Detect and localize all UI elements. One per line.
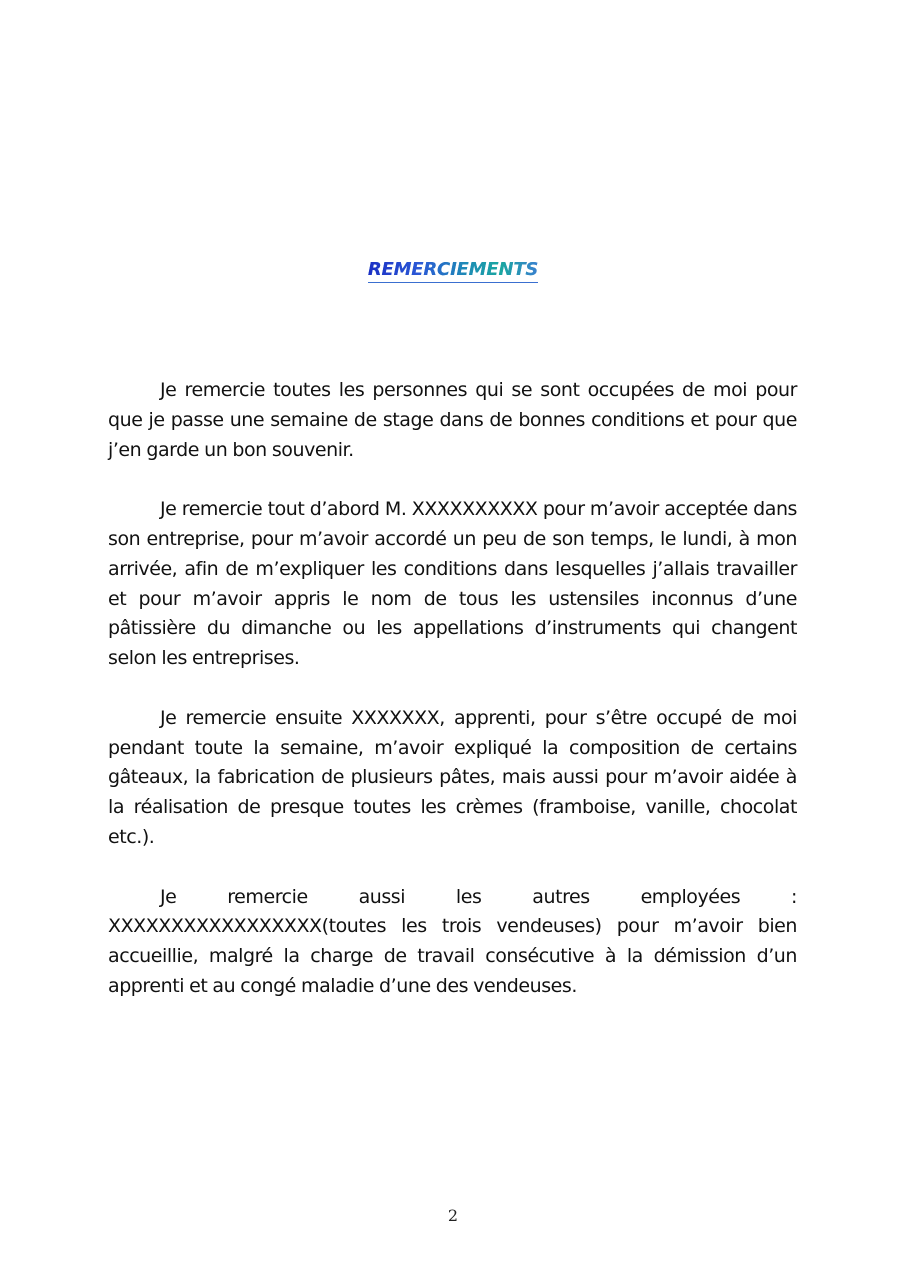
body-text	[108, 376, 797, 1032]
paragraph-4: Je remercie aussi les autres employées : XXXXXXXXXXXXXXXXX(toutes les trois vendeuses) pour m’avoir bien accueillie, malgré la charge de travail consécutive à la démission d’un apprenti et au congé maladie d’une des vendeuses.	[108, 885, 797, 997]
page-number: 2	[447, 1206, 459, 1225]
paragraph-3: Je remercie ensuite XXXXXXX, apprenti, pour s’être occupé de moi pendant toute la semaine, m’avoir expliqué la composition de certains gâteaux, la fabrication de plusieurs pâtes, mais aussi pour m’avoir aidée à la réalisation de presque toutes les crèmes (framboise, vanille, chocolat etc.).	[108, 706, 797, 848]
paragraph-2: Je remercie tout d’abord M. XXXXXXXXXX pour m’avoir acceptée dans son entreprise, pour m’avoir accordé un peu de son temps, le lundi, à mon arrivée, afin de m’expliquer les conditions dans lesquelles j’allais travailler et pour m’avoir appris le nom de tous les ustensiles inconnus d’une pâtissière du dimanche ou les appellations d’instruments qui changent selon les entreprises.	[108, 498, 797, 670]
page-title	[0, 258, 906, 283]
paragraph-1: Je remercie toutes les personnes qui se sont occupées de moi pour que je passe une semaine de stage dans de bonnes conditions et pour que j’en garde un bon souvenir.	[108, 379, 797, 461]
page-title-text: REMERCIEMENTS	[368, 258, 538, 283]
